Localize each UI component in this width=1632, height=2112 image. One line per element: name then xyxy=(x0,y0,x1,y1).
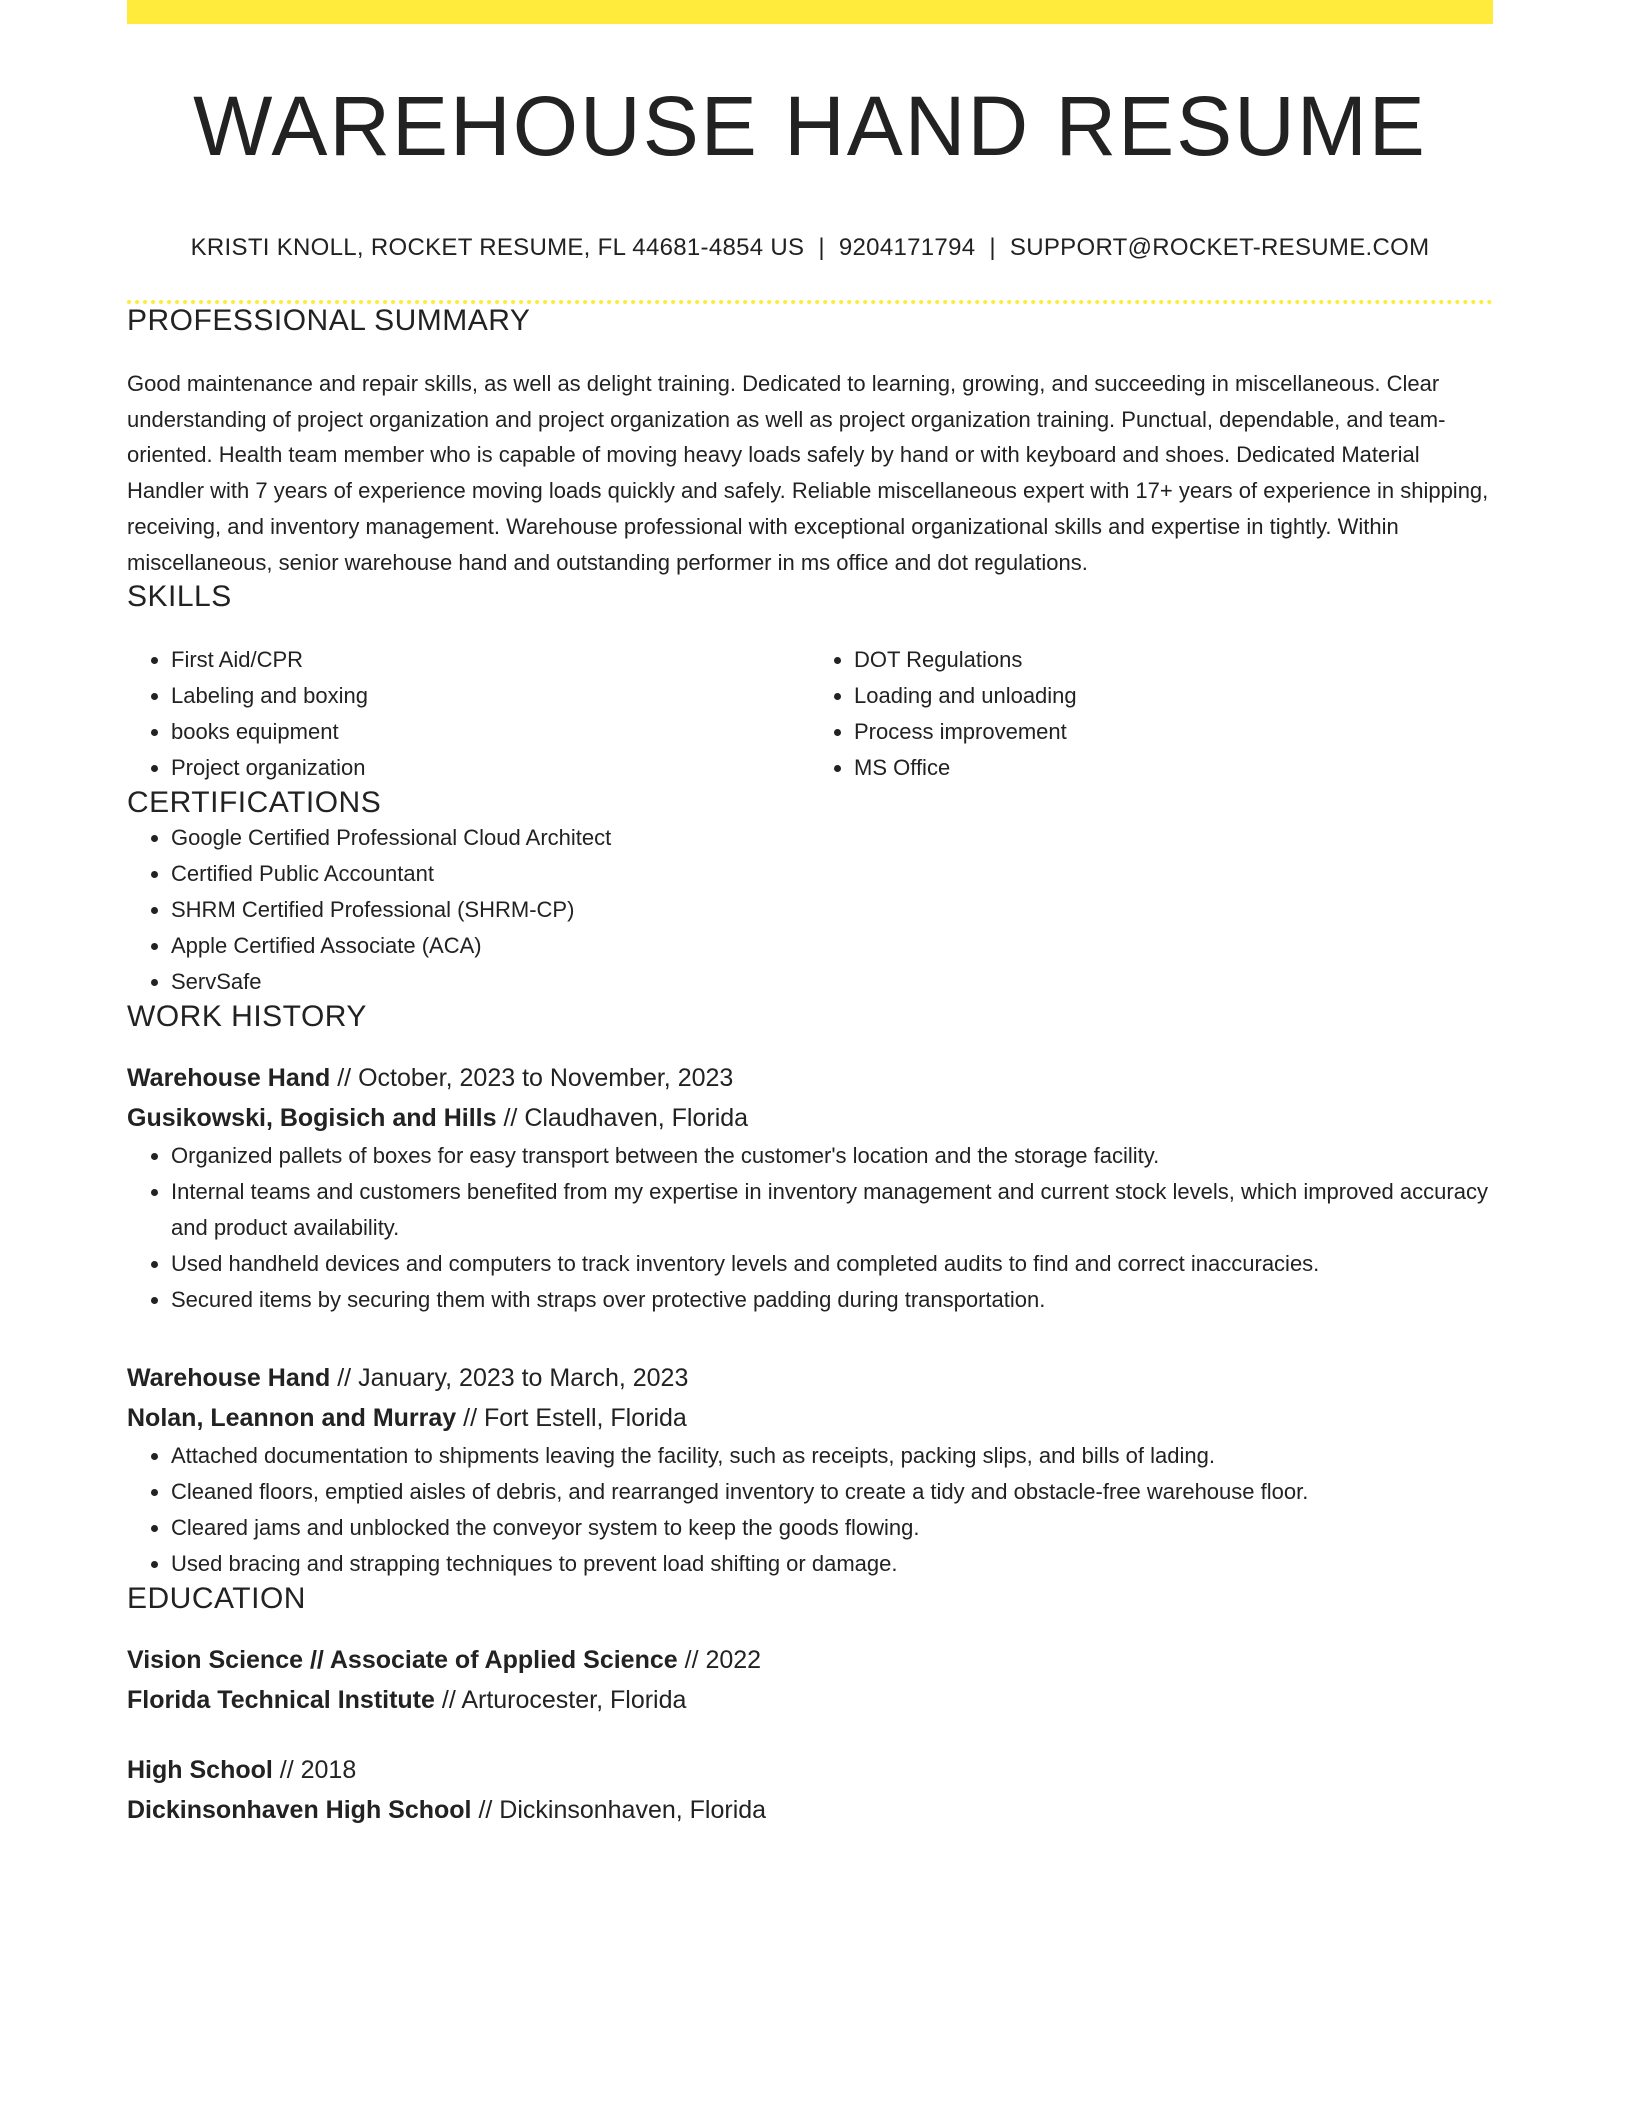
job-bullets xyxy=(127,1138,1493,1318)
skill-item: • First Aid/CPR xyxy=(171,642,810,678)
job-role: Warehouse Hand xyxy=(127,1064,331,1093)
job-dates: // January, 2023 to March, 2023 xyxy=(330,1364,689,1393)
job-bullet: • Used handheld devices and computers to track inventory levels and completed audits to find and correct inaccuracies. xyxy=(171,1246,1493,1282)
job-dates: // October, 2023 to November, 2023 xyxy=(330,1064,734,1093)
education-location: // Dickinsonhaven, Florida xyxy=(471,1796,767,1825)
job-company-line xyxy=(127,1098,1493,1138)
contact-line xyxy=(127,234,1493,262)
skill-item: • Labeling and boxing xyxy=(171,678,810,714)
skill-item: • DOT Regulations xyxy=(854,642,1493,678)
contact-address: KRISTI KNOLL, ROCKET RESUME, FL 44681-4854 US xyxy=(190,234,805,261)
education-school: Florida Technical Institute xyxy=(127,1686,435,1715)
job-bullet: • Secured items by securing them with straps over protective padding during transportation. xyxy=(171,1282,1493,1318)
skill-item: • MS Office xyxy=(854,750,1493,786)
contact-email: SUPPORT@ROCKET-RESUME.COM xyxy=(1009,234,1430,261)
education-year: // 2018 xyxy=(272,1756,357,1785)
job-title-line xyxy=(127,1358,1493,1398)
education-year: // 2022 xyxy=(677,1646,762,1675)
education-heading: EDUCATION xyxy=(127,1582,306,1616)
education-school: Dickinsonhaven High School xyxy=(127,1796,472,1825)
certification-item: • Google Certified Professional Cloud Architect xyxy=(171,820,1493,856)
skills-heading: SKILLS xyxy=(127,580,232,614)
skill-item: • Loading and unloading xyxy=(854,678,1493,714)
job-entry xyxy=(127,1058,1493,1318)
skills-list-right xyxy=(810,642,1493,786)
job-bullets xyxy=(127,1438,1493,1582)
work-history-heading: WORK HISTORY xyxy=(127,1000,367,1034)
job-role: Warehouse Hand xyxy=(127,1364,331,1393)
education-degree-line xyxy=(127,1750,1493,1790)
job-bullet: • Cleared jams and unblocked the conveyor system to keep the goods flowing. xyxy=(171,1510,1493,1546)
education-degree-line xyxy=(127,1640,1493,1680)
certification-item: • Certified Public Accountant xyxy=(171,856,1493,892)
job-bullet: • Cleaned floors, emptied aisles of debris, and rearranged inventory to create a tidy and obstacle-free warehouse floor. xyxy=(171,1474,1493,1510)
certification-item: • Apple Certified Associate (ACA) xyxy=(171,928,1493,964)
education-school-line xyxy=(127,1680,1493,1720)
summary-heading: PROFESSIONAL SUMMARY xyxy=(127,304,531,337)
education-school-line xyxy=(127,1790,1493,1830)
certification-item: • ServSafe xyxy=(171,964,1493,1000)
certifications-list xyxy=(127,820,1493,1000)
job-company-line xyxy=(127,1398,1493,1438)
job-entry xyxy=(127,1358,1493,1582)
job-bullet: • Used bracing and strapping techniques to prevent load shifting or damage. xyxy=(171,1546,1493,1582)
skills-grid xyxy=(127,642,1493,786)
job-bullet: • Attached documentation to shipments leaving the facility, such as receipts, packing slips, and bills of lading. xyxy=(171,1438,1493,1474)
job-title-line xyxy=(127,1058,1493,1098)
resume-title: WAREHOUSE HAND RESUME xyxy=(193,79,1427,173)
education-entry xyxy=(127,1640,1493,1720)
skill-item: • books equipment xyxy=(171,714,810,750)
contact-phone: 9204171794 xyxy=(838,234,976,261)
accent-top-bar xyxy=(127,0,1493,24)
summary-text: Good maintenance and repair skills, as well as delight training. Dedicated to learning, growing, and succeeding in miscellaneous. Clear understanding of project organization and project organization as well as project organization training. Punctual, dependable, and team-oriented. Health team member who is capable of moving heavy loads safely by hand or with keyboard and shoes. Dedicated Material Handler with 7 years of experience moving loads quickly and safely. Reliable miscellaneous expert with 17+ years of experience in shipping, receiving, and inventory management. Warehouse professional with exceptional organizational skills and expertise in tightly. Within miscellaneous, senior warehouse hand and outstanding performer in ms office and dot regulations. xyxy=(127,371,1489,575)
education-location: // Arturocester, Florida xyxy=(434,1686,687,1715)
job-bullet: • Organized pallets of boxes for easy transport between the customer's location and the storage facility. xyxy=(171,1138,1493,1174)
certification-item: • SHRM Certified Professional (SHRM-CP) xyxy=(171,892,1493,928)
education-degree: High School xyxy=(127,1756,273,1785)
contact-separator: | xyxy=(989,234,996,261)
education-degree: Vision Science // Associate of Applied Science xyxy=(127,1646,678,1675)
skills-list-left xyxy=(127,642,810,786)
certifications-heading: CERTIFICATIONS xyxy=(127,786,382,820)
job-company: Nolan, Leannon and Murray xyxy=(127,1404,457,1433)
job-bullet: • Internal teams and customers benefited from my expertise in inventory management and current stock levels, which improved accuracy and product availability. xyxy=(171,1174,1493,1246)
education-entry xyxy=(127,1750,1493,1830)
skill-item: • Project organization xyxy=(171,750,810,786)
job-location: // Claudhaven, Florida xyxy=(496,1104,749,1133)
contact-separator: | xyxy=(818,234,825,261)
job-location: // Fort Estell, Florida xyxy=(456,1404,687,1433)
skill-item: • Process improvement xyxy=(854,714,1493,750)
resume-page xyxy=(127,0,1493,1830)
job-company: Gusikowski, Bogisich and Hills xyxy=(127,1104,497,1133)
